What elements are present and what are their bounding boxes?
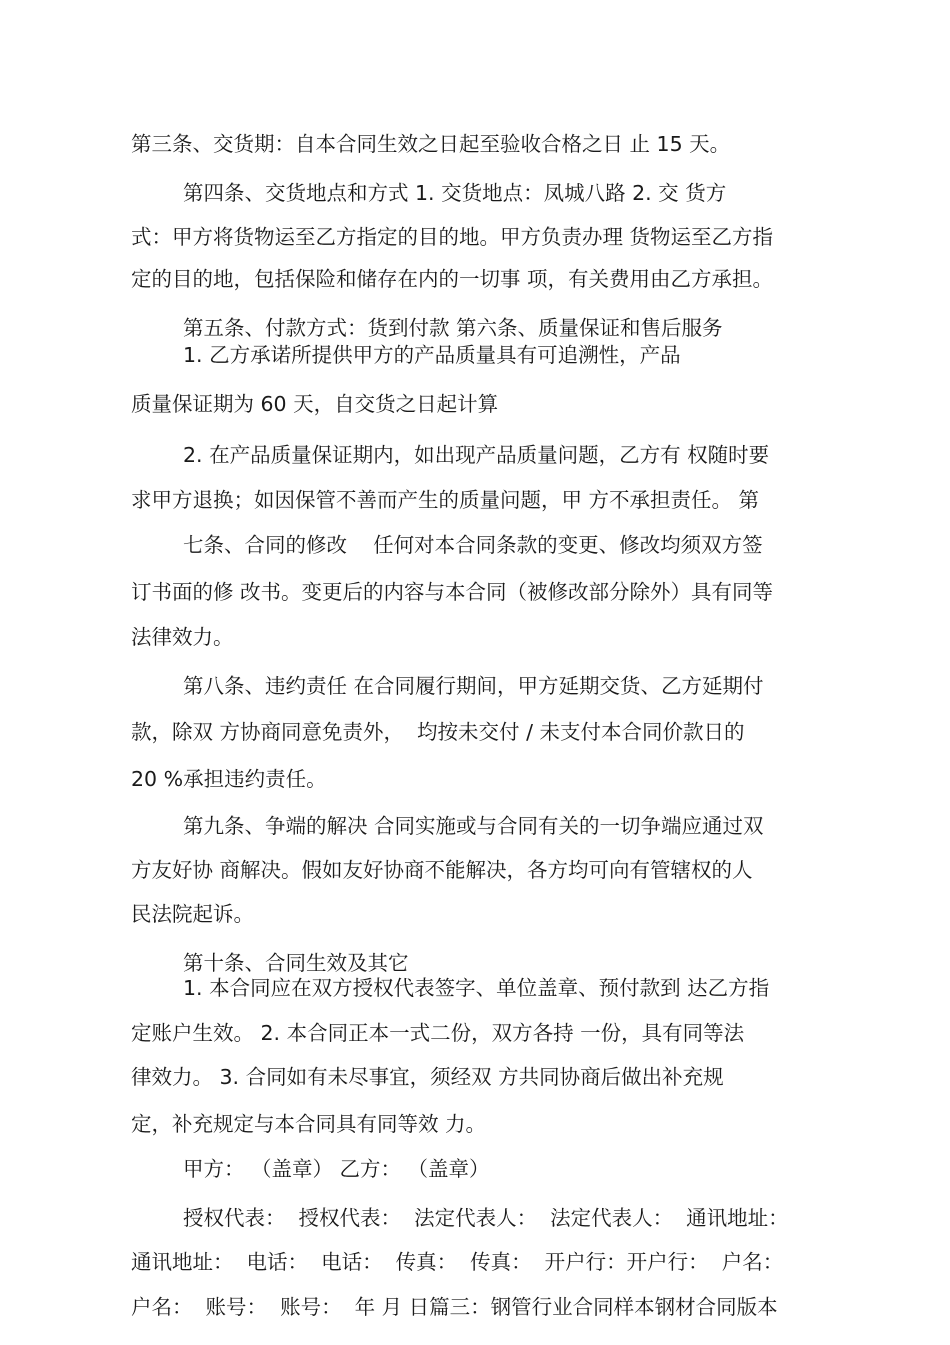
text-line: 律效力。 3. 合同如有未尽事宜，须经双 方共同协商后做出补充规: [131, 1065, 724, 1089]
text-line: 定账户生效。 2. 本合同正本一式二份，双方各持 一份，具有同等法: [131, 1021, 745, 1045]
text-line: 定，补充规定与本合同具有同等效 力。: [131, 1112, 487, 1136]
text-line: 质量保证期为 60 天，自交货之日起计算: [131, 392, 499, 416]
text-line: 1. 乙方承诺所提供甲方的产品质量具有可追溯性，产品: [183, 343, 681, 367]
text-line: 方友好协 商解决。假如友好协商不能解决，各方均可向有管辖权的人: [131, 858, 753, 882]
text-line: 第三条、交货期：自本合同生效之日起至验收合格之日 止 15 天。: [131, 132, 731, 156]
text-line: 授权代表： 授权代表： 法定代表人： 法定代表人： 通讯地址：: [183, 1206, 789, 1230]
text-line: 定的目的地，包括保险和储存在内的一切事 项，有关费用由乙方承担。: [131, 267, 774, 291]
text-line: 户名： 账号： 账号： 年 月 日篇三：钢管行业合同样本钢材合同版本: [131, 1295, 778, 1319]
text-line: 第四条、交货地点和方式 1. 交货地点：凤城八路 2. 交 货方: [183, 181, 727, 205]
text-line: 求甲方退换；如因保管不善而产生的质量问题，甲 方不承担责任。 第: [131, 488, 760, 512]
text-line: 式：甲方将货物运至乙方指定的目的地。甲方负责办理 货物运至乙方指: [131, 225, 774, 249]
text-line: 第五条、付款方式：货到付款 第六条、质量保证和售后服务: [183, 316, 723, 340]
text-line: 第八条、违约责任 在合同履行期间，甲方延期交货、乙方延期付: [183, 674, 764, 698]
text-line: 20 %承担违约责任。: [131, 767, 327, 791]
text-line: 第九条、争端的解决 合同实施或与合同有关的一切争端应通过双: [183, 814, 764, 838]
text-line: 通讯地址： 电话： 电话： 传真： 传真： 开户行：开户行： 户名：: [131, 1250, 784, 1274]
text-line: 1. 本合同应在双方授权代表签字、单位盖章、预付款到 达乙方指: [183, 976, 770, 1000]
text-line: 法律效力。: [131, 625, 234, 649]
text-line: 甲方： （盖章） 乙方： （盖章）: [183, 1157, 490, 1181]
text-line: 第十条、合同生效及其它: [183, 951, 409, 975]
text-line: 2. 在产品质量保证期内，如出现产品质量问题，乙方有 权随时要: [183, 443, 770, 467]
text-line: 订书面的修 改书。变更后的内容与本合同（被修改部分除外）具有同等: [131, 580, 774, 604]
text-line: 民法院起诉。: [131, 902, 254, 926]
text-line: 款，除双 方协商同意免责外， 均按未交付 / 未支付本合同价款日的: [131, 720, 745, 744]
text-line: 七条、合同的修改 任何对本合同条款的变更、修改均须双方签: [183, 533, 763, 557]
